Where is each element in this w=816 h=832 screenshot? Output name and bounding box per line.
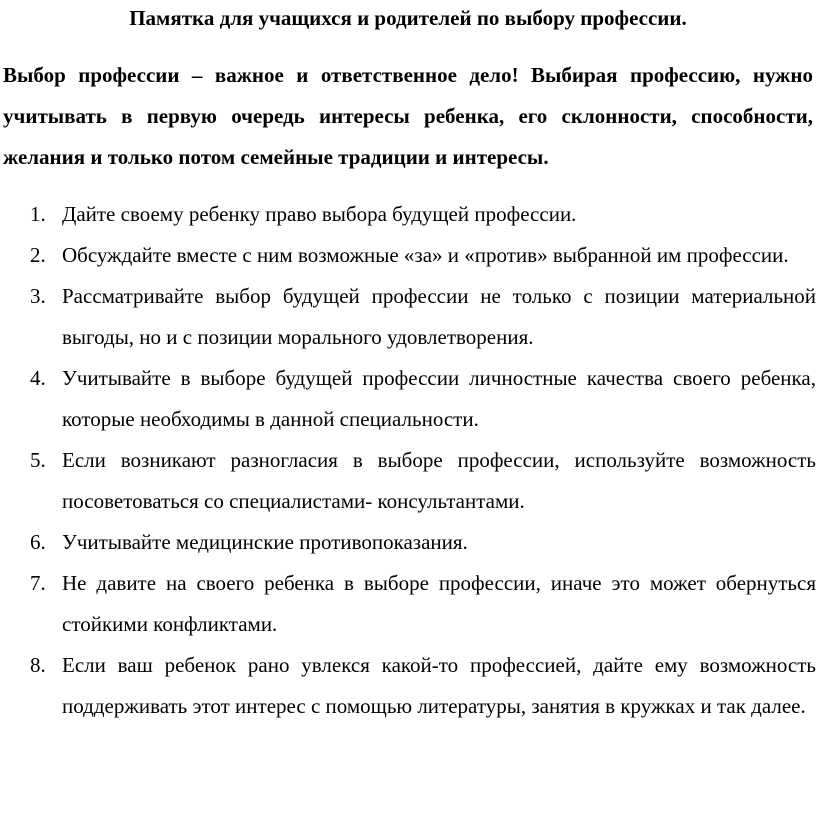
list-item-text: Рассматривайте выбор будущей профессии не только с позиции материальной выгоды, но и с позиции морального удовлетворения. [62,284,816,349]
page-title: Памятка для учащихся и родителей по выбору профессии. [129,6,687,30]
list-item [0,645,816,727]
list-item [0,522,816,563]
list-item-text: Если ваш ребенок рано увлекся какой-то профессией, дайте ему возможность поддерживать этот интерес с помощью литературы, занятия в кружках и так далее. [62,653,816,718]
list-item [0,194,816,235]
list-item [0,276,816,358]
advice-list [0,194,816,727]
list-item-text: Учитывайте в выборе будущей профессии личностные качества своего ребенка, которые необходимы в данной специальности. [62,366,816,431]
list-item-text: Обсуждайте вместе с ним возможные «за» и «против» выбранной им профессии. [62,243,789,267]
list-item [0,358,816,440]
list-item-number: 6. [30,530,46,554]
list-item-number: 5. [30,448,46,472]
list-item-text: Не давите на своего ребенка в выборе профессии, иначе это может обернуться стойкими конфликтами. [62,571,816,636]
list-item-number: 3. [30,284,46,308]
list-item-number: 2. [30,243,46,267]
list-item-number: 4. [30,366,46,390]
list-item-text: Дайте своему ребенку право выбора будущей профессии. [62,202,577,226]
list-item [0,235,816,276]
list-item-number: 1. [30,202,46,226]
list-item-text: Если возникают разногласия в выборе профессии, используйте возможность посоветоваться со специалистами- консультантами. [62,448,816,513]
list-item [0,563,816,645]
list-item-text: Учитывайте медицинские противопоказания. [62,530,468,554]
list-item-number: 8. [30,653,46,677]
intro-paragraph: Выбор профессии – важное и ответственное дело! Выбирая профессию, нужно учитывать в первую очередь интересы ребенка, его склонности, способности, желания и только потом семейные традиции и интересы. [3,63,813,169]
list-item [0,440,816,522]
list-item-number: 7. [30,571,46,595]
